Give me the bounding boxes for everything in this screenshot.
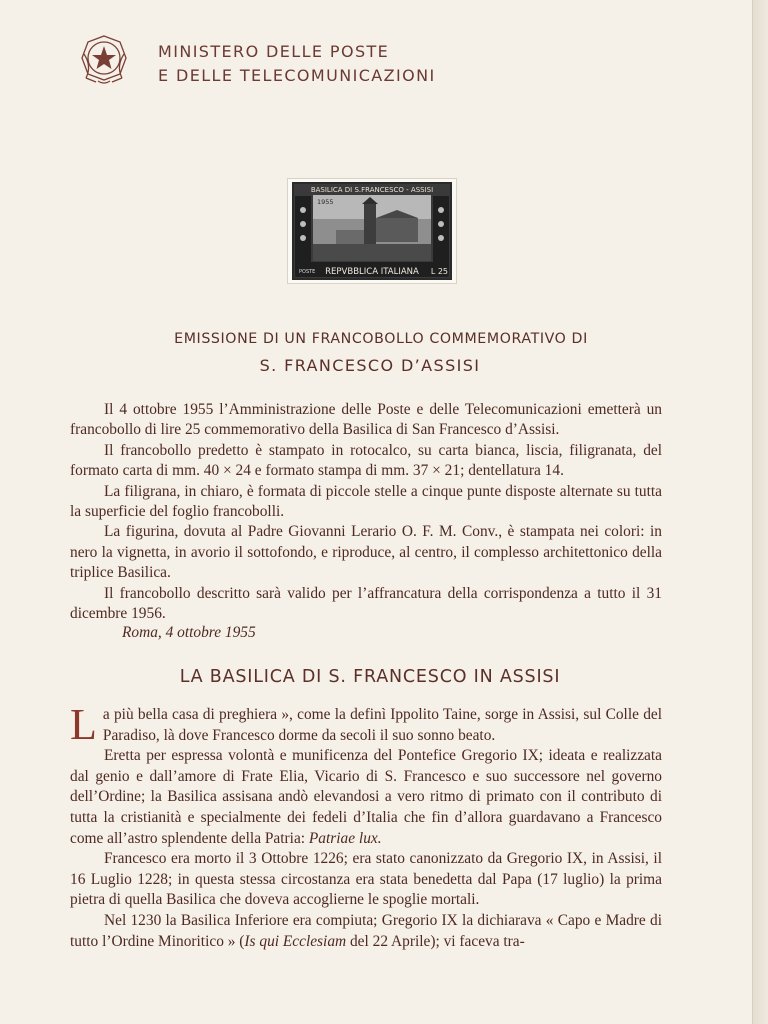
motto: Patriae lux. [308,829,382,847]
dateline: Roma, 4 ottobre 1955 [122,624,256,641]
history-paragraph-text: a più bella casa di preghiera », come la definì Ippolito Taine, sorge in Assisi, sul Colle del Paradiso, là dove Francesco dorme da secoli il suo sonno beato. [102,706,662,744]
history-paragraph [70,700,662,749]
italian-republic-emblem-icon [78,32,130,86]
basilica-heading: LA BASILICA DI S. FRANCESCO IN ASSISI [179,667,561,687]
stamp-left-label: POSTE [299,269,316,275]
saint-heading: S. FRANCESCO D’ASSISI [259,356,481,375]
history-paragraph: Francesco era morto il 3 Ottobre 1226; era stato canonizzato da Gregorio IX, in Assisi, il 16 Luglio 1228; in questa stessa circostanza era stata benedetta dal Papa (17 luglio) la prima pietra di quella Basilica che doveva accoglierne le spoglie mortali. [70,850,662,909]
announcement-text [70,400,662,624]
history-paragraph [70,911,662,952]
history-paragraph-text: Eretta per espressa volontà e munificenza del Pontefice Gregorio IX; ideata e realizzata dal genio e dall’amore di Frate Elia, Vicario di S. Francesco e suo successore nel governo dell’Ordine; la Basilica assisana andò elevandosi a vero ritmo di primato con il contributo di tutta la cristianità e specialmente dei fedeli d’Italia che fin d’allora guardavano a Francesco come all’astro splendente della Patria: [70,747,662,847]
announcement-paragraph: La figurina, dovuta al Padre Giovanni Lerario O. F. M. Conv., è stampata nei colori: in nero la vignetta, in avorio il sottofondo, e riproduce, al centro, il complesso architettonico della triplice Basilica. [70,523,662,582]
history-paragraph [70,746,662,849]
announcement-paragraph: La filigrana, in chiaro, è formata di piccole stelle a cinque punte disposte alternate su tutta la superficie del foglio francobolli. [70,482,662,521]
stamp-value: L 25 [430,267,448,276]
stamp-year: 1955 [317,198,334,206]
announcement-paragraph: Il 4 ottobre 1955 l’Amministrazione delle Poste e delle Telecomunicazioni emetterà un francobollo di lire 25 commemorativo della Basilica di San Francesco d’Assisi. [70,401,662,439]
history-paragraph-text: del 22 Aprile); vi faceva tra- [346,932,525,950]
ministry-line-2: E DELLE TELECOMUNICAZIONI [158,66,436,85]
next-page-edge [752,0,768,1024]
stamp-illustration [292,182,452,280]
ministry-line-1: MINISTERO DELLE POSTE [158,42,390,61]
ministry-header [158,40,436,88]
stamp-top-text: BASILICA DI S.FRANCESCO - ASSISI [310,186,434,194]
stamp-country: REPVBBLICA ITALIANA [325,267,419,277]
stamp-image [287,178,457,284]
announcement-paragraph: Il francobollo descritto sarà valido per l’affrancatura della corrispondenza a tutto il 31 dicembre 1956. [70,584,662,623]
announcement-paragraph: Il francobollo predetto è stampato in rotocalco, su carta bianca, liscia, filigranata, del formato carta di mm. 40 × 24 e formato stampa di mm. 37 × 21; dentellatura 14. [70,441,662,480]
drop-cap: L [70,700,97,749]
bull-title: Is qui Ecclesiam [244,932,347,950]
emission-heading: EMISSIONE DI UN FRANCOBOLLO COMMEMORATIVO DI [174,331,588,347]
history-paragraph-text: Nel 1230 la Basilica Inferiore era compiuta; Gregorio IX la dichiarava « Capo e Madre di tutto l’Ordine Minoritico » ( [70,911,662,950]
history-text [70,700,662,952]
